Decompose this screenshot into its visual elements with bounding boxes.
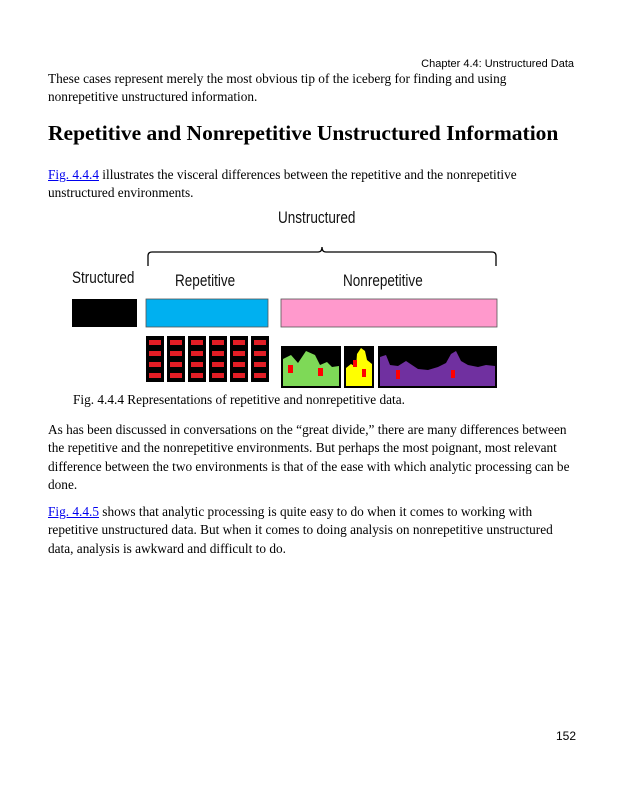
record-entry (233, 373, 245, 378)
record-entry (212, 373, 224, 378)
record-entry (170, 362, 182, 367)
marker-2 (318, 368, 323, 376)
repetitive-bar (146, 299, 268, 327)
section-heading: Repetitive and Nonrepetitive Unstructured Information (48, 121, 559, 145)
record-entry (191, 340, 203, 345)
repetitive-records (146, 336, 269, 382)
record-entry (149, 340, 161, 345)
analysis-text: shows that analytic processing is quite easy to do when it comes to working with repetitive unstructured data. But when it comes to doing analysis on nonrepetitive unstructured data, analysis is awkward and difficult to do. (48, 504, 553, 556)
nonrepetitive-bar (281, 299, 497, 327)
record-entry (212, 351, 224, 356)
page-number: 152 (556, 729, 577, 743)
record-entry (254, 362, 266, 367)
record-entry (254, 340, 266, 345)
record-entry (170, 351, 182, 356)
record-entry (191, 351, 203, 356)
record-entry (233, 362, 245, 367)
repetitive-label: Repetitive (175, 272, 236, 290)
running-head: Chapter 4.4: Unstructured Data (421, 58, 574, 70)
unstructured-bracket (148, 247, 496, 266)
record-entry (233, 340, 245, 345)
marker-6 (451, 370, 455, 378)
structured-bar (72, 299, 137, 327)
record-entry (212, 362, 224, 367)
intro-paragraph: These cases represent merely the most obvious tip of the iceberg for finding and using nonrepetitive unstructured information. (48, 71, 507, 105)
analysis-paragraph (48, 503, 573, 558)
figure-intro-paragraph (48, 166, 573, 203)
record-entry (149, 362, 161, 367)
figure-caption: Fig. 4.4.4 Representations of repetitive and nonrepetitive data. (73, 392, 405, 407)
record-entry (191, 362, 203, 367)
record-entry (191, 373, 203, 378)
record-entry (233, 351, 245, 356)
record-entry (254, 351, 266, 356)
nonrepetitive-label: Nonrepetitive (343, 272, 423, 290)
marker-4 (362, 369, 366, 377)
figure-drawing (66, 205, 506, 395)
unstructured-label: Unstructured (278, 209, 356, 227)
record-entry (170, 340, 182, 345)
record-entry (212, 340, 224, 345)
figure-intro-text: illustrates the visceral differences between the repetitive and the nonrepetitive unstructured environments. (48, 167, 517, 201)
marker-3 (353, 360, 357, 367)
fig-4-4-5-link[interactable]: Fig. 4.4.5 (48, 504, 99, 519)
structured-label: Structured (72, 269, 135, 287)
fig-4-4-4-link[interactable]: Fig. 4.4.4 (48, 167, 99, 182)
figure-4-4-4 (66, 205, 506, 395)
record-entry (149, 373, 161, 378)
record-entry (254, 373, 266, 378)
record-entry (170, 373, 182, 378)
marker-5 (396, 370, 400, 379)
record-entry (149, 351, 161, 356)
great-divide-paragraph: As has been discussed in conversations on the “great divide,” there are many differences between the repetitive and the nonrepetitive environments. But perhaps the most poignant, most relevant difference between the two environments is that of the ease with which analytic processing can be done. (48, 422, 570, 493)
marker-1 (288, 365, 293, 373)
